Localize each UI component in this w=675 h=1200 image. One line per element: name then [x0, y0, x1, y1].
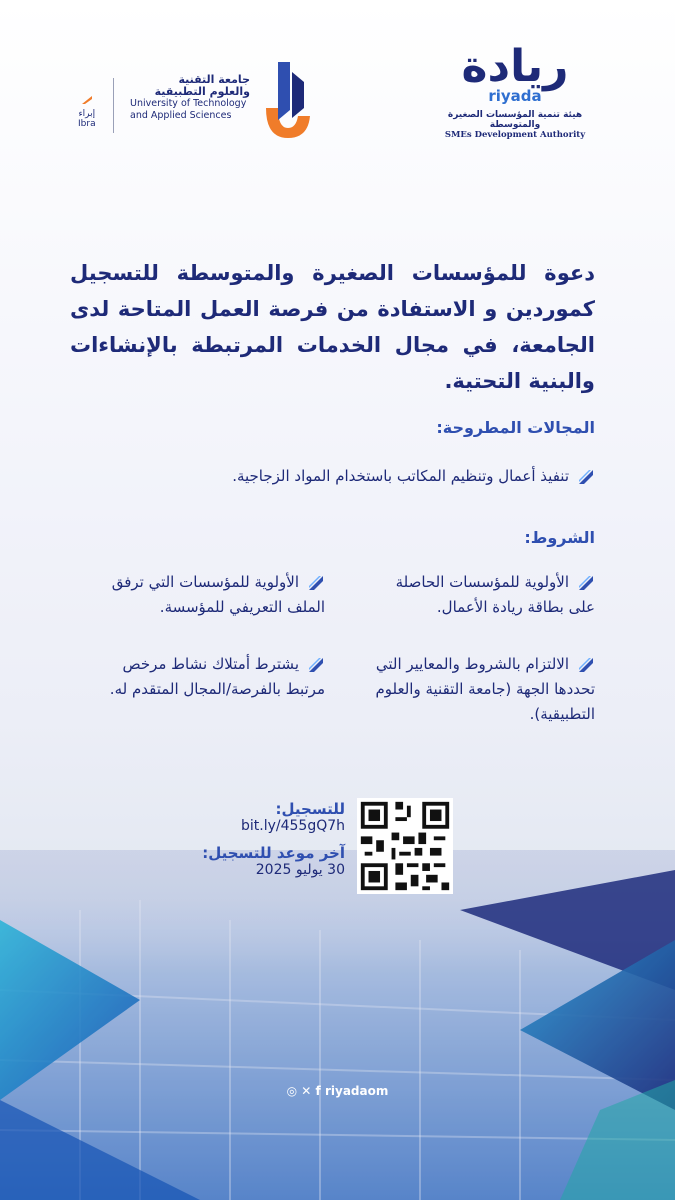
logo-divider [113, 78, 114, 133]
condition-item [80, 652, 325, 702]
fields-title: المجالات المطروحة: [436, 418, 595, 437]
riyada-logo [425, 41, 605, 144]
qr-code[interactable] [357, 798, 453, 894]
riyada-authority-arabic: هيئة تنمية المؤسسات الصغيرة والمتوسطة [447, 110, 583, 130]
branch-name-en: Ibra [78, 119, 96, 129]
condition-text: الأولوية للمؤسسات الحاصلة على بطاقة ريادة الأعمال. [395, 573, 595, 616]
university-name-ar-1: جامعة التقنية [178, 73, 250, 86]
condition-text: يشترط أمتلاك نشاط مرخص مرتبط بالفرصة/المجال المتقدم له. [109, 655, 325, 698]
bullet-icon [307, 656, 325, 674]
field-item-text: تنفيذ أعمال وتنظيم المكاتب باستخدام المواد الزجاجية. [232, 467, 569, 485]
condition-text: الالتزام بالشروط والمعايير التي تحددها الجهة (جامعة التقنية والعلوم التطبيقية). [375, 655, 595, 723]
bullet-icon [577, 468, 595, 486]
social-footer [0, 1084, 675, 1098]
facebook-icon[interactable]: f [315, 1084, 321, 1098]
instagram-icon[interactable]: ◎ [286, 1084, 298, 1098]
condition-item [375, 570, 595, 620]
deadline-label: آخر موعد للتسجيل: [202, 844, 345, 862]
x-icon[interactable]: ✕ [301, 1084, 312, 1098]
riyada-authority-english: SMEs Development Authority [444, 130, 586, 140]
registration-block [202, 800, 345, 878]
branch-mark-icon [80, 94, 94, 106]
university-name-en-1: University of Technology [130, 98, 247, 109]
branch-name-ar: إبراء [78, 109, 96, 119]
registration-link[interactable]: bit.ly/455gQ7h [240, 818, 345, 834]
university-name [130, 74, 250, 122]
riyada-wordmark-latin: riyada [488, 87, 542, 105]
bullet-icon [577, 656, 595, 674]
university-name-en-2: and Applied Sciences [130, 110, 232, 121]
branch-label [78, 94, 96, 129]
university-logo [60, 58, 310, 148]
university-mark-icon [258, 60, 313, 142]
bullet-icon [577, 574, 595, 592]
condition-item [80, 570, 325, 620]
social-handle[interactable]: riyadaom [324, 1084, 389, 1098]
condition-text: الأولوية للمؤسسات التي ترفق الملف التعريفي للمؤسسة. [111, 573, 325, 616]
conditions-title: الشروط: [524, 528, 595, 547]
deadline-date: 30 يوليو 2025 [255, 862, 345, 878]
bullet-icon [307, 574, 325, 592]
registration-label: للتسجيل: [275, 800, 345, 818]
invitation-headline: دعوة للمؤسسات الصغيرة والمتوسطة للتسجيل كموردين و الاستفادة من فرصة العمل المتاحة لدى الجامعة، في مجال الخدمات المرتبطة بالإنشاءات والبنية التحتية. [70, 261, 595, 393]
condition-item [365, 652, 595, 727]
building-photo [0, 850, 675, 1200]
university-name-ar-2: والعلوم التطبيقية [154, 85, 250, 98]
riyada-wordmark-arabic: ريادة [461, 41, 569, 92]
field-item [70, 464, 595, 489]
